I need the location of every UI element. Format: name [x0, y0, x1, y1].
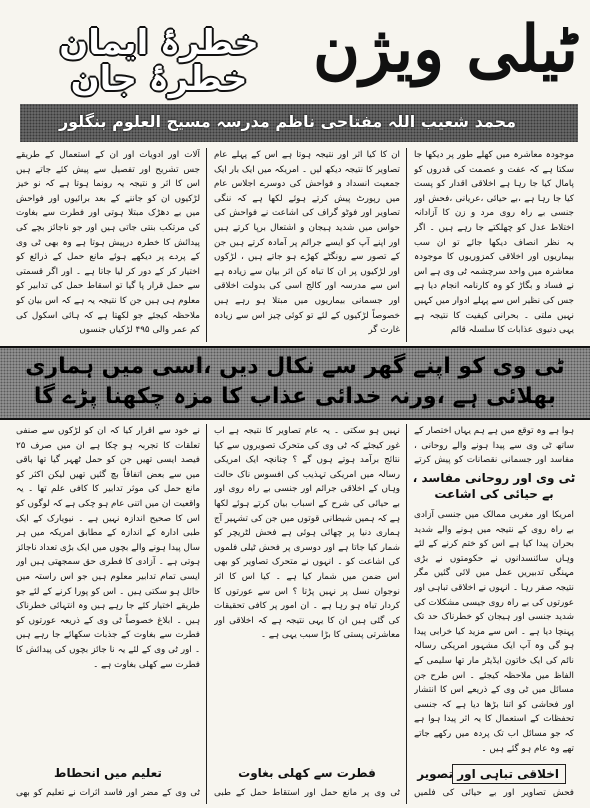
column-rule	[206, 424, 207, 804]
subhead-spiritual-harms: ٹی وی اور روحانی مفاسد ، بے حیائی کی اشاعت	[412, 471, 576, 501]
top-column-2	[214, 148, 400, 342]
top-column-2-text: ان کا کیا اثر اور نتیجہ ہوتا ہے اس کے پہلے عام تصاویر کا نتیجہ دیکھ لیں ۔ امریکہ میں ایک بار ایک جمعیت انسداد و فواحش کی دوسرے اجلاس عام میں رپورٹ پیش کرتے ہوئے لکھا ہے کہ ننگی تصاویر اور فوٹو گراف کی اشاعت نے فواحش کی حواس میں شدید ہیجان و اشتعال برپا کرتے ہیں اور اپنے آپ کو ایسے جرائم پر آمادہ کرتے ہیں جن کے تصور سے رونگٹے کھڑے ہو جاتے ہیں ، لڑکوں اور لڑکیوں پر ان کا تباہ کن اثر بیان سے زیادہ ہے اس سے مدرسہ اور کالج اسی کی بدولت اخلاقی اور جسمانی بیماریوں میں مبتلا ہو رہے ہیں خصوصاً لڑکیوں کے لئے تو کوئی چیز اس سے زیادہ غارت گر	[214, 150, 400, 336]
bottom-column-1-body	[414, 508, 574, 762]
kicker-line-1: خطرۂ ایمان	[59, 23, 259, 63]
pull-quote: ٹی وی کو اپنے گھر سے نکال دیں ،اسی میں ہماری بھلائی ہے ،ورنہ خدائی عذاب کا مزہ چکھنا پڑے گا	[25, 354, 565, 409]
bottom-column-3-tail	[16, 786, 200, 802]
bottom-column-1-tail	[414, 786, 574, 802]
kicker-line-2: خطرۂ جان	[70, 59, 248, 99]
bottom-column-3-body	[16, 424, 200, 764]
subhead-rebellion-against-nature: فطرت سے کھلی بغاوت	[238, 766, 376, 780]
masthead	[20, 10, 578, 98]
column-rule	[406, 148, 407, 342]
bottom-column-3-tail-text: ٹی وی کے مضر اور فاسد اثرات نے تعلیم کو بھی	[16, 788, 200, 798]
bottom-column-1-intro	[414, 424, 574, 468]
bottom-column-3-body-text: نے خود سے اقرار کیا کہ ان کو لڑکوں سے صنفی تعلقات کا تجربہ ہو چکا ہے ان میں صرف ۲۵ فیصد ایسی تھیں جن کو حمل ٹھہر گیا تھا باقی میں سے بعض اتفاقاً بچ گئیں تھیں لیکن اکثر کو مانع حمل کی موثر تدابیر کا کافی علم تھا ۔ یہ واقعیت ان میں اتنی عام ہو چکی ہے کہ لوگوں کو اس کا صحیح اندازہ نہیں ہے ۔ نیویارک کے ایک طبی ادارہ کے اندازہ کے مطابق امریکہ میں ہر سال پیدا ہونے والے بچوں میں ایک بڑی تعداد ناجائز ہوتی ہے ۔ آزادی کا فطری حق سمجھتی ہیں اور ایسی تمام تدابیر معلوم ہیں جو اس راستہ میں حائل ہو سکتی ہیں ۔ اس کو پورا کرنے کے لئے جو طریقے اختیار کئے جا رہے ہیں وہ انتہائی خطرناک ہیں ۔ ابلاغ خصوصاً ٹی وی کے ذریعہ عورتوں کو فطرت سے بغاوت کے جذبات سکھائے جا رہے ہیں ۔ اور ٹی وی کے لئے یہ نا جائز بچوں کی پیدائش کا فطرت سے کھلی بغاوت ہے ۔	[16, 426, 200, 670]
column-rule	[406, 424, 407, 804]
subhead-moral-decline: اخلاقی تباہی اور تصویر	[452, 764, 566, 784]
subhead-decline-in-education: تعلیم میں انحطاط	[54, 766, 162, 780]
bottom-column-2-tail	[214, 786, 400, 802]
byline-bar	[20, 104, 578, 142]
bottom-column-2-tail-text: ٹی وی پر مانع حمل اور استقاط حمل کے طبی	[214, 788, 400, 798]
bottom-column-1-tail-text: فحش تصاویر اور بے حیائی کی فلمیں	[414, 788, 574, 798]
column-rule	[206, 148, 207, 342]
headline: ٹیلی ویژن	[313, 12, 578, 87]
top-column-3-text: آلات اور ادویات اور ان کے استعمال کے طریقے جس تشریح اور تفصیل سے پیش کئے جاتے ہیں اس کا اثر و نتیجہ یہ رونما ہوتا ہے کہ نو خیز لڑکیوں ان کو جاننے کے بعد برائیوں اور فواحش میں بے دھڑک مبتلا ہوتی اور فطرت سے بغاوت کی مرتکب بنتی جاتی ہیں اور جو ناجائز بچے کی پیدائش کا خطرہ درپیش ہوتا ہے وہ بھی ٹی وی کے پردے پر دیکھے ہوئے مانع حمل کے ذرائع کو اختیار کر کے دور کر لیا جاتا ہے ۔ اور اگر قسمتی سے حمل قرار پا گیا تو اسقاط حمل کی تدابیر کو معلوم ہی ہیں جن کا نتیجہ یہ ہے کہ اس بیان کو ملاحظہ کیجئے جو لکھتا ہے کہ ہائی اسکول کی کم عمر والی ۴۹۵ لڑکیاں جنسوں	[16, 150, 200, 336]
bottom-column-2-body	[214, 424, 400, 764]
byline: محمد شعیب اللہ مفتاحی ناظم مدرسہ مسیح العلوم بنگلور	[58, 112, 516, 131]
bottom-column-1-intro-text: ہوا ہے وہ توقع میں ہے ہم یہاں اختصار کے ساتھ ٹی وی سے پیدا ہونے والے روحانی ، مفاسد اور جسمانی نقصانات کو پیش کرتے	[414, 426, 574, 466]
top-column-1-text: موجودہ معاشرہ میں کھلے طور پر دیکھا جا سکتا ہے کہ عفت و عصمت کی قدروں کو پامال کیا جا رہا ہے اخلاقی اقدار کو پست کیا جا رہا ہے ،بے حیائی ،عریانی ،فحش اور جنسی بے راہ روی مرد و زن کا آزادانہ اختلاط عدل کو چھلکتے جا رہے ہیں ۔ اگر بہ نظر انصاف دیکھا جائے تو ان سب بیماریوں اور اخلاقی کمزوریوں کا موجودہ معاشرہ میں واحد سرچشمہ ٹی وی ہے اس نے فساد و بگاڑ کو وہ کارنامہ انجام دیا ہے جس کی نظیر اس سے پہلے ادوار میں کہیں نہیں ملتی ۔ بحرانی کیفیت کا نتیجہ ہے یہی دنیوی عذابات کا سلسلہ قائم	[414, 150, 574, 336]
top-column-1	[414, 148, 574, 342]
bottom-column-2-body-text: نہیں ہو سکتی ۔ یہ عام تصاویر کا نتیجہ ہے اب غور کیجئے کہ ٹی وی کی متحرک تصویروں سے کیا نتائج برآمد ہوتے ہوں گے ؟ چنانچہ ایک امریکی رسالہ میں امریکی تہذیب کی افسوس ناک حالت وہاں کے اخلاقی جرائم اور جنسی بے راہ روی اور بے حیائی کی شرح کے اسباب بیان کرتے ہوئے لکھا ہے کہ ہمیں شیطانی قوتوں میں جن کی تشہیر آج ہماری دنیا پر چھائی ہوئی ہے فحش لٹریچر کو شمار کیا جاتا ہے اور دوسری پر فحش ٹیلی فلموں کی اشاعت کو ۔ انہوں نے متحرک تصاویر کو بھی اس ضمن میں شمار کیا ہے ۔ کیا اس کا اثر نوجوان نسل پر نہیں پڑتا ؟ اس سے عورتوں کا کردار تباہ ہو رہا ہے ۔ ان امور پر کافی تحقیقات کی گئی ہیں ان کا یہی نتیجہ ہے کہ اخلاقی اور معاشرتی پستی کا بڑا سبب یہی ہے ۔	[214, 426, 400, 641]
top-column-3	[16, 148, 200, 342]
pull-quote-band	[0, 346, 590, 420]
bottom-column-1-body-text: امریکا اور مغربی ممالک میں جنسی آزادی بے راہ روی کے نتیجہ میں ہونے والے شدید بحران پیدا کیا ہے اس کو ختم کرنے کے لئے وہاں سائنسدانوں نے حکومتوں نے بڑی مہنگی تدبیریں عمل میں لائی گئیں مگر نتیجہ صفر رہا ۔ انہوں نے اخلاقی تباہی اور عورتوں کی بے راہ روی جیسی مشکلات کی شدید جنسی اور ہیجان کو خطرناک حد تک پہنچا دیا ہے ۔ اس سے مزید کیا خرابی پیدا ہو گی وہ آپ ایک مشہور امریکی رسالہ نائم کی ایک خاتون ایڈیٹر مار تھا سلیمی کے الفاظ میں ملاحظہ کیجئے ۔ اس طرح جن مسائل میں ٹی وی کے ذریعے اس کا انتشار اور فحاشی کو اتنا بڑھا دیا ہے کہ جنسی تحفظات کے استعمال کا یہ اثر پیدا ہوا ہے کہ جو مسائل اب تک پردہ میں رکھے جاتے تھے وہ عام ہو گئے ہیں ۔	[414, 510, 574, 754]
